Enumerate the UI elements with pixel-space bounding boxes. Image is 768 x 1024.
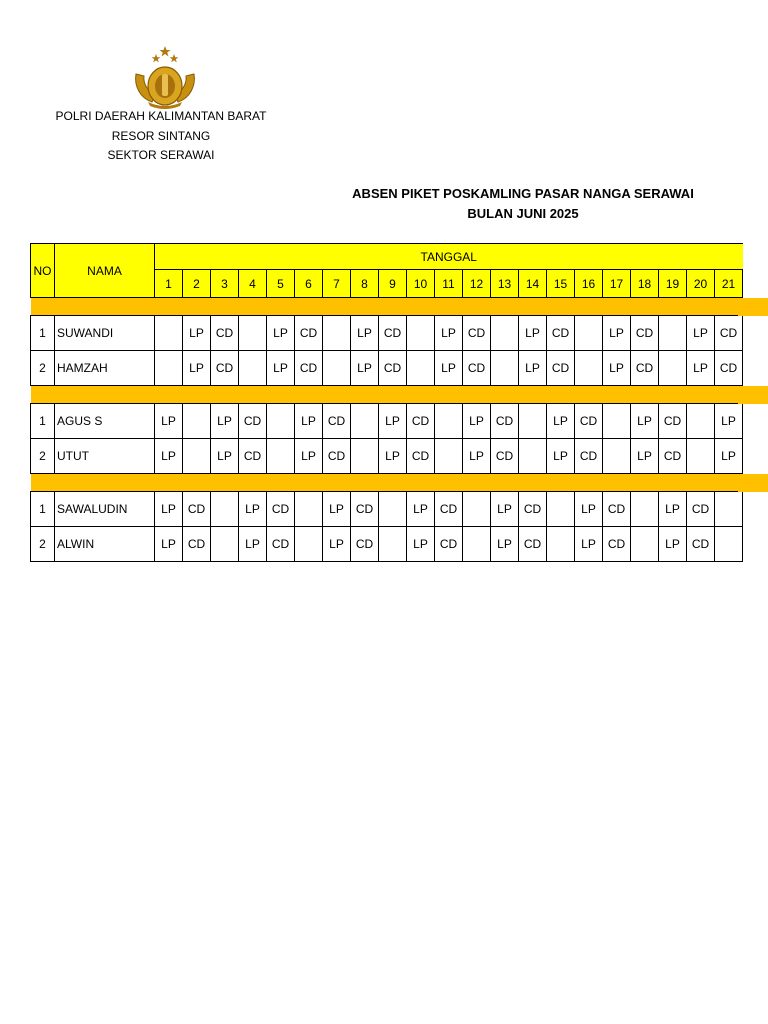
shift-cell xyxy=(519,439,547,474)
shift-cell xyxy=(547,527,575,562)
shift-cell: LP xyxy=(463,404,491,439)
date-header: 11 xyxy=(435,270,463,298)
shift-cell: LP xyxy=(435,351,463,386)
row-number: 1 xyxy=(31,404,55,439)
shift-cell: LP xyxy=(603,351,631,386)
shift-cell xyxy=(267,404,295,439)
shift-cell xyxy=(267,439,295,474)
shift-cell xyxy=(631,492,659,527)
shift-cell xyxy=(463,492,491,527)
shift-cell: LP xyxy=(267,351,295,386)
shift-cell xyxy=(435,404,463,439)
shift-cell: CD xyxy=(379,316,407,351)
shift-cell: LP xyxy=(631,404,659,439)
row-nama: AGUS S xyxy=(55,404,155,439)
shift-cell: LP xyxy=(547,439,575,474)
shift-cell: CD xyxy=(603,527,631,562)
shift-cell: CD xyxy=(659,404,687,439)
shift-cell: CD xyxy=(631,351,659,386)
shift-cell: CD xyxy=(295,351,323,386)
shift-cell: CD xyxy=(519,492,547,527)
shift-cell: LP xyxy=(239,492,267,527)
shift-cell: CD xyxy=(295,316,323,351)
date-header: 6 xyxy=(295,270,323,298)
shift-cell: CD xyxy=(491,404,519,439)
shift-cell: LP xyxy=(379,404,407,439)
row-nama: SAWALUDIN xyxy=(55,492,155,527)
shift-cell: CD xyxy=(491,439,519,474)
shift-cell xyxy=(155,316,183,351)
shift-cell xyxy=(715,492,743,527)
row-nama: SUWANDI xyxy=(55,316,155,351)
shift-cell xyxy=(295,492,323,527)
shift-cell: CD xyxy=(575,439,603,474)
table-row xyxy=(31,316,743,351)
date-header: 17 xyxy=(603,270,631,298)
shift-cell: CD xyxy=(575,404,603,439)
shift-cell: LP xyxy=(687,316,715,351)
shift-cell: LP xyxy=(295,404,323,439)
shift-cell: CD xyxy=(239,404,267,439)
shift-cell: LP xyxy=(631,439,659,474)
date-header: 2 xyxy=(183,270,211,298)
shift-cell: CD xyxy=(183,527,211,562)
org-line-sektor: SEKTOR SERAWAI xyxy=(107,148,215,162)
shift-cell xyxy=(463,527,491,562)
shift-cell: LP xyxy=(715,404,743,439)
shift-cell xyxy=(547,492,575,527)
shift-cell: LP xyxy=(547,404,575,439)
shift-cell xyxy=(239,316,267,351)
shift-cell: LP xyxy=(659,492,687,527)
shift-cell xyxy=(351,404,379,439)
group-separator xyxy=(31,474,743,492)
shift-cell xyxy=(519,404,547,439)
shift-cell xyxy=(687,404,715,439)
shift-cell xyxy=(407,351,435,386)
organization-block xyxy=(40,107,282,166)
table-row xyxy=(31,439,743,474)
date-header: 20 xyxy=(687,270,715,298)
date-header: 3 xyxy=(211,270,239,298)
shift-cell: LP xyxy=(267,316,295,351)
shift-cell xyxy=(351,439,379,474)
date-header: 16 xyxy=(575,270,603,298)
date-header: 10 xyxy=(407,270,435,298)
row-nama: ALWIN xyxy=(55,527,155,562)
shift-cell: CD xyxy=(407,439,435,474)
shift-cell: LP xyxy=(155,492,183,527)
shift-cell xyxy=(211,527,239,562)
shift-cell: LP xyxy=(603,316,631,351)
shift-cell xyxy=(379,492,407,527)
shift-cell: CD xyxy=(267,492,295,527)
shift-cell: CD xyxy=(603,492,631,527)
table-row xyxy=(31,404,743,439)
shift-cell: LP xyxy=(211,404,239,439)
date-header: 4 xyxy=(239,270,267,298)
separator-extension xyxy=(738,386,768,404)
shift-cell xyxy=(183,439,211,474)
shift-cell: CD xyxy=(547,351,575,386)
row-number: 1 xyxy=(31,316,55,351)
shift-cell: LP xyxy=(491,527,519,562)
shift-cell: CD xyxy=(351,527,379,562)
shift-cell: CD xyxy=(351,492,379,527)
shift-cell xyxy=(659,351,687,386)
table-row xyxy=(31,492,743,527)
shift-cell: LP xyxy=(155,439,183,474)
shift-cell: LP xyxy=(715,439,743,474)
shift-cell: LP xyxy=(155,404,183,439)
shift-cell xyxy=(491,316,519,351)
shift-cell: LP xyxy=(351,316,379,351)
shift-cell: LP xyxy=(183,351,211,386)
document-title xyxy=(350,184,696,224)
column-header-tanggal: TANGGAL xyxy=(155,244,743,270)
shift-cell: LP xyxy=(519,351,547,386)
shift-cell xyxy=(631,527,659,562)
column-header-no: NO xyxy=(31,244,55,298)
date-header: 19 xyxy=(659,270,687,298)
shift-cell: CD xyxy=(379,351,407,386)
shift-cell: CD xyxy=(547,316,575,351)
date-header: 8 xyxy=(351,270,379,298)
title-line-main: ABSEN PIKET POSKAMLING PASAR NANGA SERAWAI xyxy=(352,186,694,201)
shift-cell: LP xyxy=(323,527,351,562)
shift-cell: CD xyxy=(715,351,743,386)
shift-cell: CD xyxy=(519,527,547,562)
shift-cell xyxy=(323,316,351,351)
table-row xyxy=(31,351,743,386)
row-number: 1 xyxy=(31,492,55,527)
row-number: 2 xyxy=(31,351,55,386)
shift-cell: LP xyxy=(379,439,407,474)
shift-cell: CD xyxy=(631,316,659,351)
date-header: 9 xyxy=(379,270,407,298)
shift-cell: LP xyxy=(435,316,463,351)
shift-cell: LP xyxy=(575,527,603,562)
row-nama: HAMZAH xyxy=(55,351,155,386)
header-row-top xyxy=(31,244,743,270)
date-header: 14 xyxy=(519,270,547,298)
group-separator xyxy=(31,386,743,404)
shift-cell xyxy=(491,351,519,386)
date-header: 18 xyxy=(631,270,659,298)
shift-cell xyxy=(407,316,435,351)
shift-cell: LP xyxy=(155,527,183,562)
shift-cell: CD xyxy=(407,404,435,439)
shift-cell xyxy=(687,439,715,474)
shift-cell: CD xyxy=(239,439,267,474)
shift-cell: LP xyxy=(491,492,519,527)
shift-cell xyxy=(575,351,603,386)
shift-cell: LP xyxy=(351,351,379,386)
shift-cell xyxy=(239,351,267,386)
row-number: 2 xyxy=(31,527,55,562)
shift-cell: LP xyxy=(407,492,435,527)
org-line-resor: RESOR SINTANG xyxy=(111,128,211,143)
shift-cell: LP xyxy=(295,439,323,474)
shift-cell: CD xyxy=(435,527,463,562)
shift-cell xyxy=(211,492,239,527)
shift-cell: LP xyxy=(575,492,603,527)
date-header: 21 xyxy=(715,270,743,298)
shift-cell xyxy=(183,404,211,439)
shift-cell: CD xyxy=(687,492,715,527)
date-header: 5 xyxy=(267,270,295,298)
attendance-table xyxy=(30,243,743,562)
shift-cell: CD xyxy=(211,316,239,351)
shift-cell: LP xyxy=(407,527,435,562)
shift-cell: LP xyxy=(659,527,687,562)
shift-cell xyxy=(715,527,743,562)
shift-cell xyxy=(435,439,463,474)
date-header: 12 xyxy=(463,270,491,298)
shift-cell: CD xyxy=(183,492,211,527)
shift-cell: CD xyxy=(323,404,351,439)
shift-cell: LP xyxy=(183,316,211,351)
date-header: 1 xyxy=(155,270,183,298)
separator-extension xyxy=(738,298,768,316)
group-separator xyxy=(31,298,743,316)
shift-cell: LP xyxy=(211,439,239,474)
shift-cell xyxy=(155,351,183,386)
shift-cell: CD xyxy=(463,316,491,351)
shift-cell: LP xyxy=(519,316,547,351)
shift-cell: CD xyxy=(687,527,715,562)
shift-cell: CD xyxy=(435,492,463,527)
shift-cell xyxy=(603,404,631,439)
shift-cell xyxy=(603,439,631,474)
date-header: 15 xyxy=(547,270,575,298)
shift-cell: LP xyxy=(323,492,351,527)
org-line-polda: POLRI DAERAH KALIMANTAN BARAT xyxy=(55,109,267,123)
shift-cell: CD xyxy=(323,439,351,474)
column-header-nama: NAMA xyxy=(55,244,155,298)
shift-cell xyxy=(323,351,351,386)
shift-cell: CD xyxy=(211,351,239,386)
shift-cell: LP xyxy=(687,351,715,386)
separator-extension xyxy=(738,474,768,492)
shift-cell: CD xyxy=(659,439,687,474)
title-line-month: BULAN JUNI 2025 xyxy=(467,206,579,221)
row-nama: UTUT xyxy=(55,439,155,474)
shift-cell xyxy=(379,527,407,562)
shift-cell: CD xyxy=(267,527,295,562)
shift-cell: LP xyxy=(463,439,491,474)
row-number: 2 xyxy=(31,439,55,474)
table-row xyxy=(31,527,743,562)
shift-cell xyxy=(295,527,323,562)
date-header: 7 xyxy=(323,270,351,298)
date-header: 13 xyxy=(491,270,519,298)
shift-cell xyxy=(659,316,687,351)
shift-cell: LP xyxy=(239,527,267,562)
shift-cell xyxy=(575,316,603,351)
shift-cell: CD xyxy=(715,316,743,351)
polri-emblem-icon xyxy=(126,44,204,110)
shift-cell: CD xyxy=(463,351,491,386)
